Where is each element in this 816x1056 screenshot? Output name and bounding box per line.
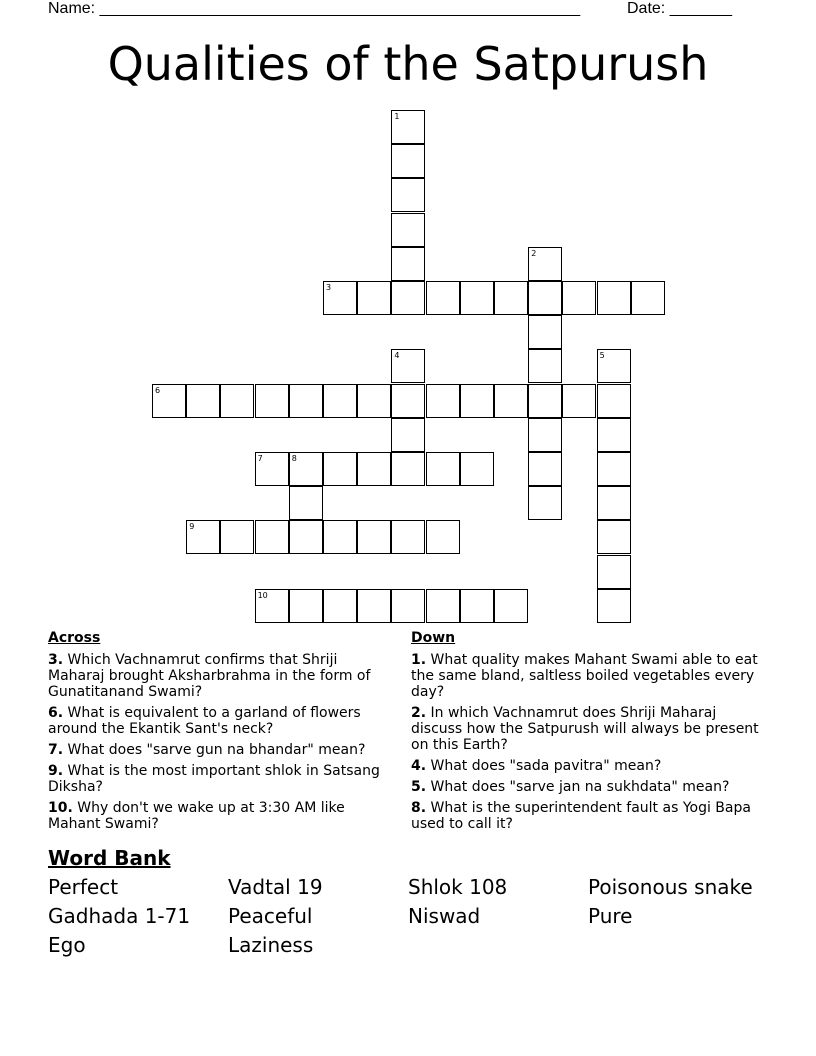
down-clues xyxy=(411,630,761,837)
clue-text: What does "sarve jan na sukhdata" mean? xyxy=(430,779,730,795)
crossword-cell[interactable] xyxy=(391,349,425,383)
crossword-cell[interactable] xyxy=(323,520,357,554)
crossword-cell[interactable] xyxy=(597,452,631,486)
clue-down-5 xyxy=(411,779,761,795)
crossword-cell[interactable] xyxy=(255,384,289,418)
word-bank-title: Word Bank xyxy=(48,846,171,870)
crossword-cell[interactable] xyxy=(289,452,323,486)
crossword-cell[interactable] xyxy=(323,452,357,486)
clue-across-10 xyxy=(48,800,398,832)
crossword-cell[interactable] xyxy=(528,315,562,349)
cell-number: 5 xyxy=(599,351,605,361)
crossword-cell[interactable] xyxy=(460,384,494,418)
crossword-cell[interactable] xyxy=(357,452,391,486)
crossword-cell[interactable] xyxy=(357,281,391,315)
crossword-cell[interactable] xyxy=(255,589,289,623)
clue-number: 6. xyxy=(48,705,64,721)
clue-number: 3. xyxy=(48,652,64,668)
clue-text: What does "sarve gun na bhandar" mean? xyxy=(67,742,366,758)
crossword-cell[interactable] xyxy=(357,384,391,418)
word-bank-item: Pure xyxy=(588,904,633,928)
crossword-cell[interactable] xyxy=(391,384,425,418)
clue-down-8 xyxy=(411,800,761,832)
word-bank-item: Niswad xyxy=(408,904,481,928)
crossword-cell[interactable] xyxy=(597,589,631,623)
word-bank-item: Shlok 108 xyxy=(408,875,508,899)
crossword-cell[interactable] xyxy=(528,418,562,452)
crossword-cell[interactable] xyxy=(220,384,254,418)
crossword-cell[interactable] xyxy=(597,486,631,520)
clue-number: 5. xyxy=(411,779,427,795)
clue-number: 1. xyxy=(411,652,427,668)
down-heading: Down xyxy=(411,630,456,646)
cell-number: 10 xyxy=(257,590,268,600)
crossword-cell[interactable] xyxy=(426,589,460,623)
crossword-cell[interactable] xyxy=(528,452,562,486)
clue-number: 8. xyxy=(411,800,427,816)
crossword-cell[interactable] xyxy=(391,589,425,623)
cell-number: 9 xyxy=(189,522,195,532)
clue-down-4 xyxy=(411,758,761,774)
crossword-cell[interactable] xyxy=(391,452,425,486)
crossword-cell[interactable] xyxy=(631,281,665,315)
crossword-cell[interactable] xyxy=(357,520,391,554)
crossword-cell[interactable] xyxy=(152,384,186,418)
clue-number: 9. xyxy=(48,763,64,779)
clue-number: 7. xyxy=(48,742,64,758)
crossword-cell[interactable] xyxy=(391,418,425,452)
crossword-cell[interactable] xyxy=(597,555,631,589)
cell-number: 8 xyxy=(291,454,297,463)
word-bank-item: Peaceful xyxy=(228,904,313,928)
clue-number: 10. xyxy=(48,800,73,816)
word-bank-item: Poisonous snake xyxy=(588,875,753,899)
cell-number: 6 xyxy=(155,385,161,395)
crossword-cell[interactable] xyxy=(494,589,528,623)
clue-text: What does "sada pavitra" mean? xyxy=(430,758,662,774)
crossword-cell[interactable] xyxy=(460,281,494,315)
cell-number: 2 xyxy=(531,248,537,258)
clue-across-3 xyxy=(48,652,398,700)
clue-number: 2. xyxy=(411,705,427,721)
crossword-cell[interactable] xyxy=(460,452,494,486)
clue-across-7 xyxy=(48,742,398,758)
crossword-cell[interactable] xyxy=(426,281,460,315)
word-bank-item: Ego xyxy=(48,933,86,957)
crossword-cell[interactable] xyxy=(357,589,391,623)
crossword-cell[interactable] xyxy=(597,384,631,418)
name-line: Name: ______________________________________________________ xyxy=(48,0,581,17)
cell-number: 1 xyxy=(394,112,400,121)
crossword-cell[interactable] xyxy=(323,281,357,315)
crossword-cell[interactable] xyxy=(289,384,323,418)
clue-text: What is equivalent to a garland of flowers around the Ekantik Sant's neck? xyxy=(48,705,361,737)
crossword-cell[interactable] xyxy=(186,520,220,554)
across-clues xyxy=(48,630,398,837)
crossword-cell[interactable] xyxy=(289,589,323,623)
crossword-cell[interactable] xyxy=(289,486,323,520)
clue-text: What is the superintendent fault as Yogi Bapa used to call it? xyxy=(411,800,751,832)
clue-text: In which Vachnamrut does Shriji Maharaj discuss how the Satpurush will always be present on this Earth? xyxy=(411,705,759,753)
page-title: Qualities of the Satpurush xyxy=(107,37,709,91)
clue-across-9 xyxy=(48,763,398,795)
cell-number: 4 xyxy=(394,351,400,361)
clue-down-2 xyxy=(411,705,761,753)
crossword-cell[interactable] xyxy=(460,589,494,623)
crossword-cell[interactable] xyxy=(494,384,528,418)
crossword-cell[interactable] xyxy=(391,213,425,247)
crossword-cell[interactable] xyxy=(289,520,323,554)
crossword-cell[interactable] xyxy=(528,281,562,315)
crossword-cell[interactable] xyxy=(391,178,425,212)
clue-text: Why don't we wake up at 3:30 AM like Mahant Swami? xyxy=(48,800,345,832)
clue-text: What is the most important shlok in Satsang Diksha? xyxy=(48,763,380,795)
crossword-cell[interactable] xyxy=(597,349,631,383)
cell-number: 3 xyxy=(326,283,332,292)
crossword-cell[interactable] xyxy=(426,520,460,554)
word-bank-item: Laziness xyxy=(228,933,314,957)
word-bank xyxy=(48,874,768,958)
across-heading: Across xyxy=(48,630,101,646)
crossword-cell[interactable] xyxy=(391,520,425,554)
crossword-cell[interactable] xyxy=(528,384,562,418)
clue-text: Which Vachnamrut confirms that Shriji Maharaj brought Aksharbrahma in the form of Gunatitanand Swami? xyxy=(48,652,371,700)
crossword-cell[interactable] xyxy=(597,281,631,315)
clue-number: 4. xyxy=(411,758,427,774)
word-bank-item: Vadtal 19 xyxy=(228,875,323,899)
crossword-cell[interactable] xyxy=(391,281,425,315)
crossword-cell[interactable] xyxy=(426,384,460,418)
date-line: Date: _______ xyxy=(627,0,732,17)
crossword-cell[interactable] xyxy=(220,520,254,554)
clue-across-6 xyxy=(48,705,398,737)
crossword-cell[interactable] xyxy=(255,520,289,554)
crossword-cell[interactable] xyxy=(255,452,289,486)
crossword-cell[interactable] xyxy=(323,384,357,418)
crossword-cell[interactable] xyxy=(186,384,220,418)
crossword-cell[interactable] xyxy=(391,247,425,281)
crossword-cell[interactable] xyxy=(426,452,460,486)
crossword-cell[interactable] xyxy=(597,418,631,452)
crossword-cell[interactable] xyxy=(528,349,562,383)
crossword-cell[interactable] xyxy=(391,110,425,144)
clue-down-1 xyxy=(411,652,761,700)
clue-text: What quality makes Mahant Swami able to eat the same bland, saltless boiled vegetables every day? xyxy=(411,652,758,700)
crossword-cell[interactable] xyxy=(562,281,596,315)
crossword-cell[interactable] xyxy=(597,520,631,554)
crossword-cell[interactable] xyxy=(528,247,562,281)
crossword-cell[interactable] xyxy=(391,144,425,178)
cell-number: 7 xyxy=(257,454,263,463)
word-bank-item: Perfect xyxy=(48,875,119,899)
crossword-cell[interactable] xyxy=(562,384,596,418)
crossword-cell[interactable] xyxy=(528,486,562,520)
crossword-cell[interactable] xyxy=(323,589,357,623)
crossword-cell[interactable] xyxy=(494,281,528,315)
word-bank-item: Gadhada 1-71 xyxy=(48,904,191,928)
